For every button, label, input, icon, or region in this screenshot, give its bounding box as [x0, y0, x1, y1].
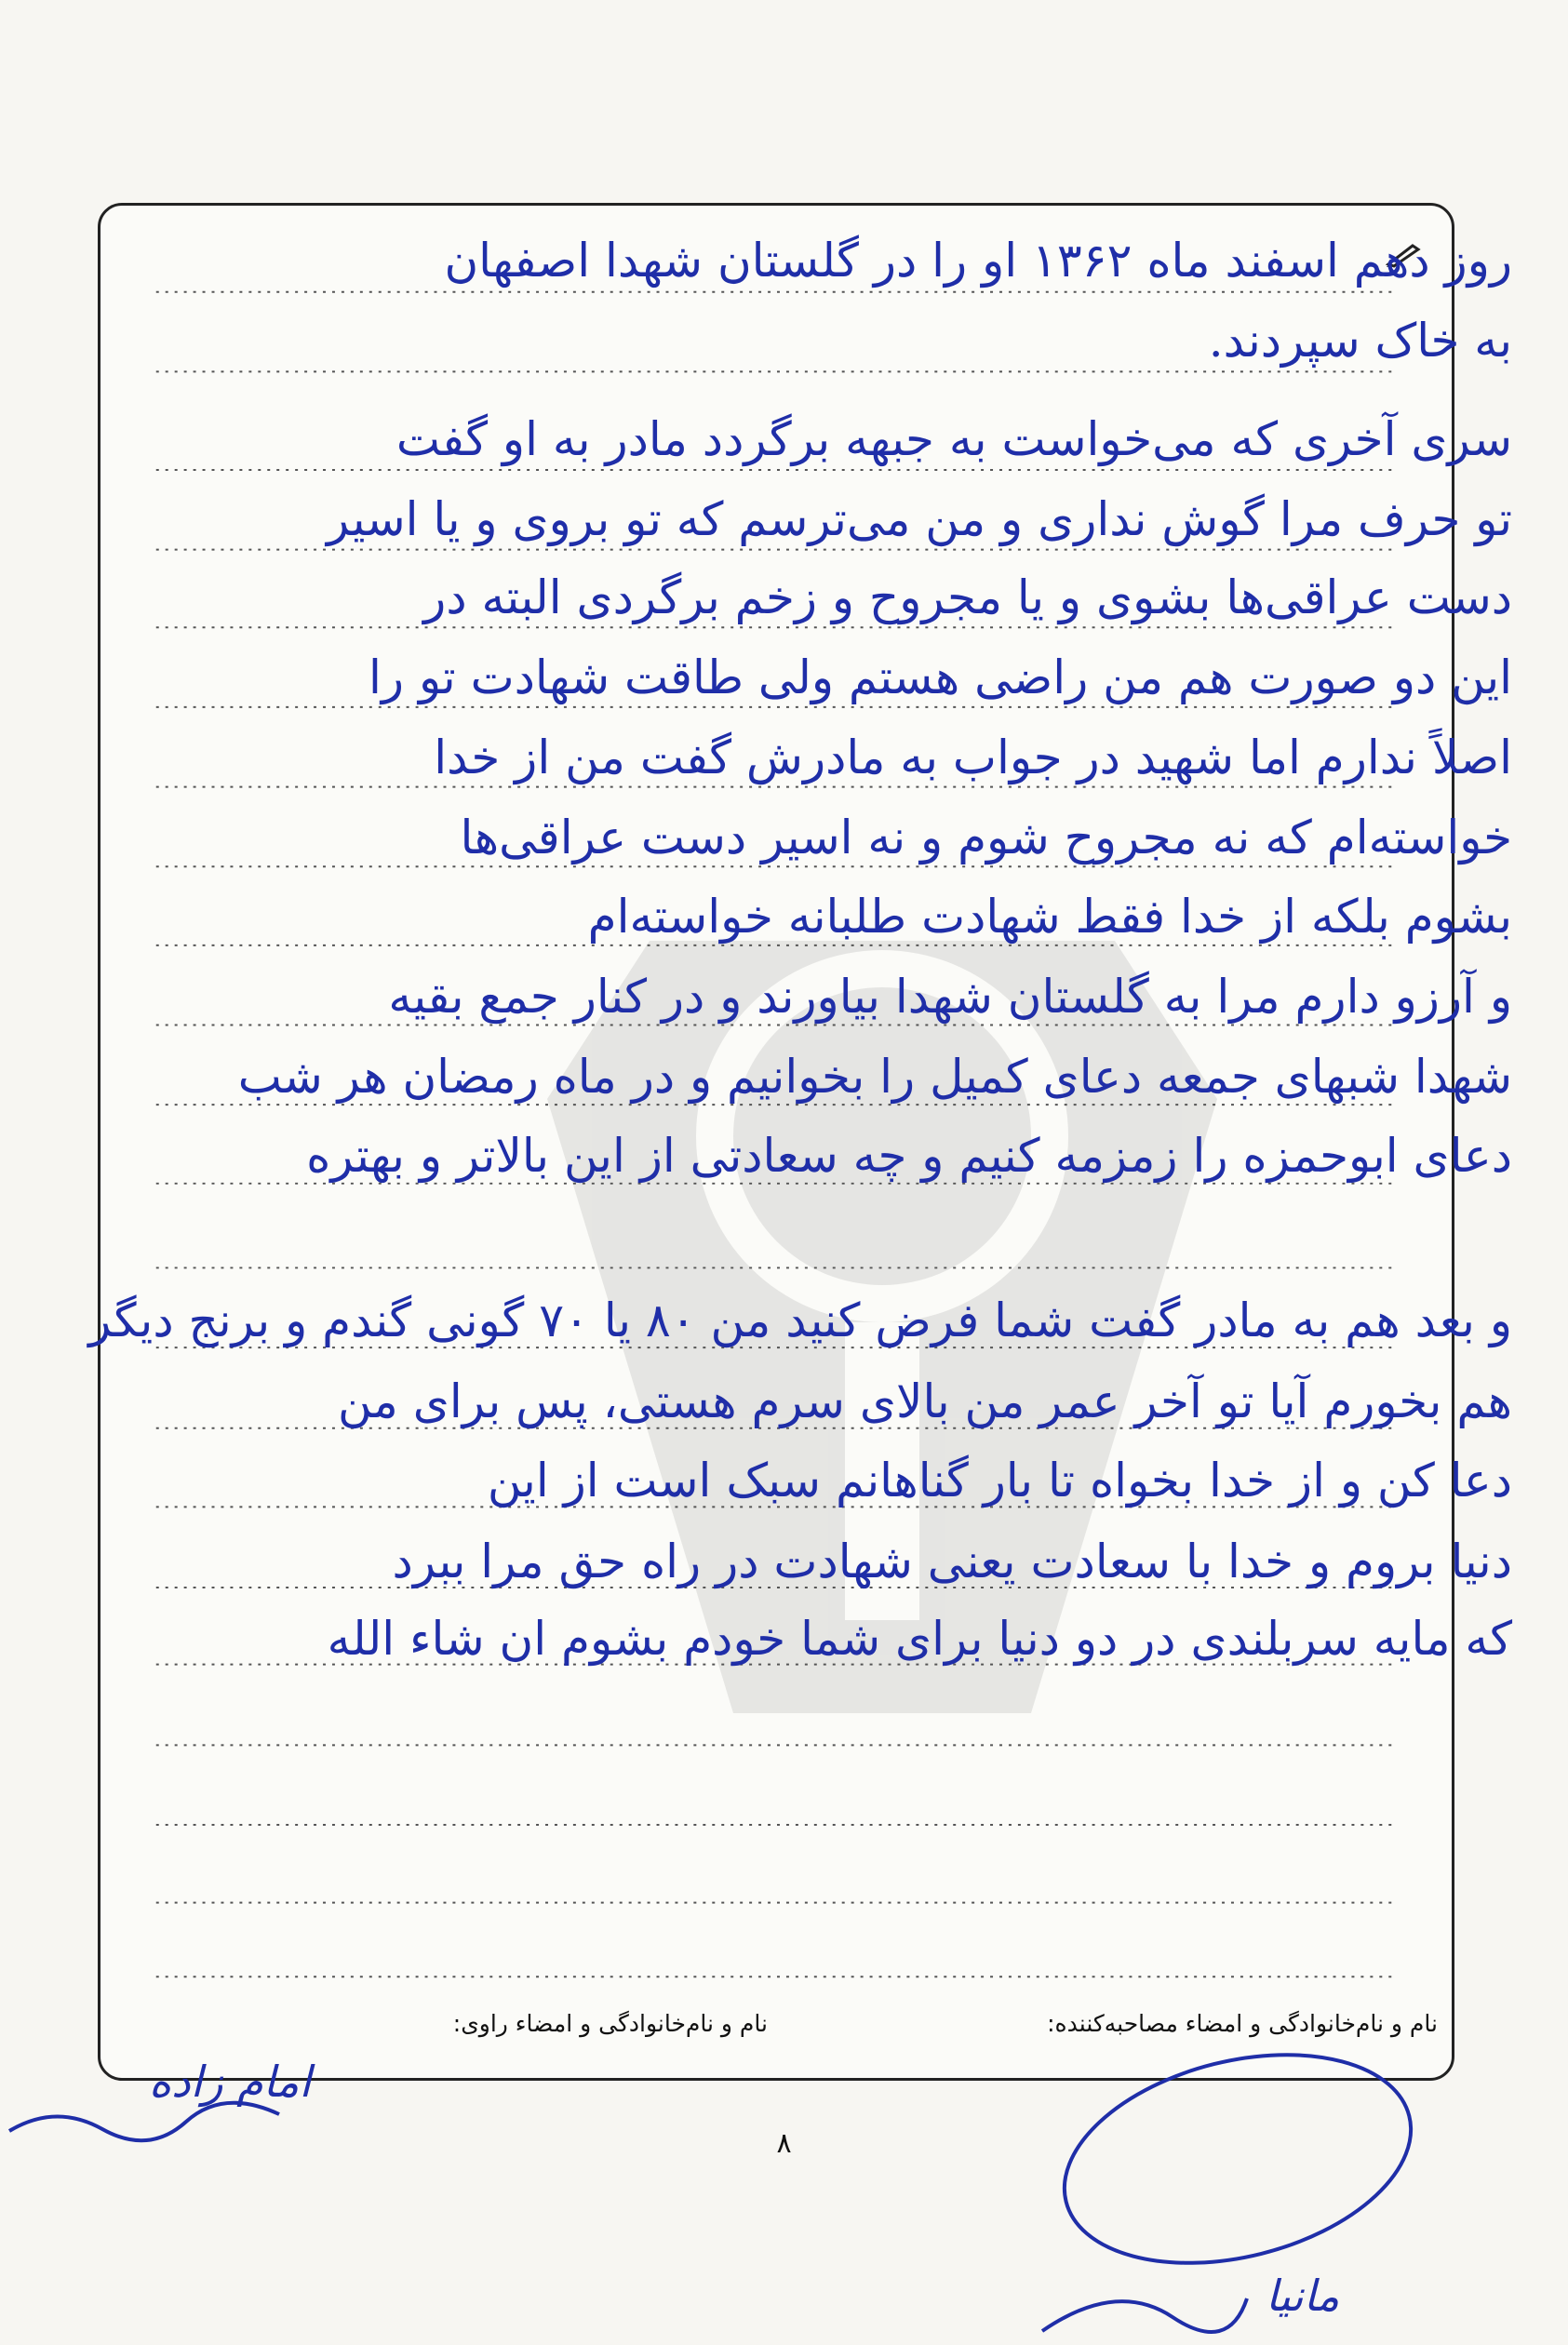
handwritten-line: شهدا شبهای جمعه دعای کمیل را بخوانیم و در ماه رمضان هر شب	[237, 1050, 1512, 1104]
interviewer-signature-text: مانیا	[1266, 2271, 1340, 2321]
handwritten-line: این دو صورت هم من راضی هستم ولی طاقت شهادت تو را	[369, 650, 1512, 704]
handwritten-line: بشوم بلکه از خدا فقط شهادت طلبانه خواسته‌ام	[587, 890, 1512, 944]
handwritten-line: دنیا بروم و خدا با سعادت یعنی شهادت در راه حق مرا ببرد	[392, 1534, 1512, 1588]
handwritten-line: که مایه سربلندی در دو دنیا برای شما خودم بشوم ان شاء الله	[327, 1612, 1512, 1666]
interviewer-signature-label: نام و نام‌خانوادگی و امضاء مصاحبه‌کننده:	[1047, 2010, 1438, 2037]
handwritten-line: روز دهم اسفند ماه ۱۳۶۲ او را در گلستان شهدا اصفهان	[444, 234, 1512, 288]
handwritten-line: هم بخورم آیا تو آخر عمر من بالای سرم هستی، پس برای من	[338, 1374, 1512, 1428]
handwritten-line: دست عراقی‌ها بشوی و یا مجروح و زخم برگردی البته در	[423, 570, 1512, 624]
narrator-signature-label: نام و نام‌خانوادگی و امضاء راوی:	[452, 2010, 768, 2037]
handwritten-line: سری آخری که می‌خواست به جبهه برگردد مادر به او گفت	[395, 412, 1512, 466]
handwritten-line: به خاک سپردند.	[1208, 314, 1512, 368]
handwritten-line: و آرزو دارم مرا به گلستان شهدا بیاورند و در کنار جمع بقیه	[388, 970, 1512, 1024]
handwritten-line: دعا کن و از خدا بخواه تا بار گناهانم سبک است از این	[487, 1454, 1512, 1508]
handwritten-line: تو حرف مرا گوش نداری و من می‌ترسم که تو بروی و یا اسیر	[327, 492, 1512, 546]
handwritten-line: دعای ابوحمزه را زمزمه کنیم و چه سعادتی از این بالاتر و بهتره	[306, 1129, 1512, 1183]
handwritten-line: خواسته‌ام که نه مجروح شوم و نه اسیر دست عراقی‌ها	[460, 811, 1512, 864]
handwritten-line: و بعد هم به مادر گفت شما فرض کنید من ۸۰ یا ۷۰ گونی گندم و برنج دیگر	[88, 1293, 1512, 1347]
interviewer-signature-scribble	[931, 2047, 1433, 2345]
handwritten-line: اصلاً ندارم اما شهید در جواب به مادرش گفت من از خدا	[434, 730, 1512, 784]
page-number: ٨	[776, 2127, 792, 2160]
narrator-signature-text: امام زاده	[149, 2057, 312, 2107]
